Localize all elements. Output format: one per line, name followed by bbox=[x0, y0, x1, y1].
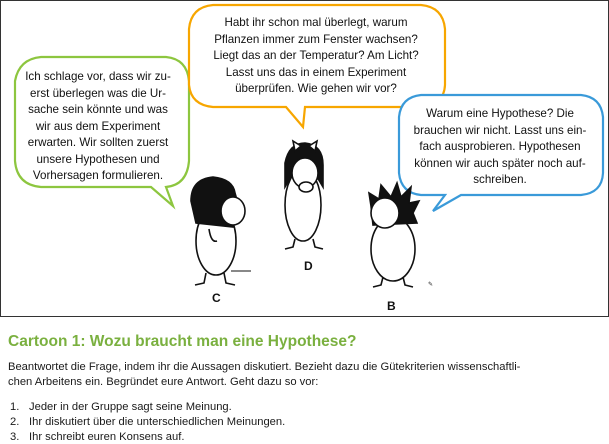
speech-bubble-b-text bbox=[406, 106, 594, 189]
step-text: Jeder in der Gruppe sagt seine Meinung. bbox=[29, 401, 232, 413]
speech-bubble-d-text bbox=[200, 15, 432, 98]
list-item bbox=[8, 415, 285, 430]
step-text: Ihr diskutiert über die unterschiedlichen Meinungen. bbox=[29, 416, 286, 428]
steps-list bbox=[8, 400, 285, 444]
character-c-figure bbox=[191, 177, 251, 285]
character-label-b: B bbox=[387, 299, 396, 313]
bubble-d-line: Pflanzen immer zum Fenster wachsen? bbox=[214, 32, 418, 46]
bubble-d-line: überprüfen. Wie gehen wir vor? bbox=[235, 82, 397, 95]
bubble-c-line: unsere Hypothesen und bbox=[36, 152, 160, 166]
list-item bbox=[8, 430, 285, 444]
character-d-figure bbox=[285, 141, 323, 249]
bubble-d-line: Habt ihr schon mal überlegt, warum bbox=[224, 16, 408, 29]
bubble-b-line: Warum eine Hypothese? Die bbox=[426, 107, 574, 120]
bubble-c-line: Vorhersagen formulieren. bbox=[32, 169, 164, 182]
step-number: 1. bbox=[10, 401, 20, 413]
step-text: Ihr schreibt euren Konsens auf. bbox=[29, 431, 185, 443]
instructions-line: Beantwortet die Frage, indem ihr die Aussagen diskutiert. Bezieht dazu die Gütekriterien wissenschaftli- bbox=[8, 361, 521, 373]
bubble-c-line: Ich schlage vor, dass wir zu- bbox=[25, 70, 171, 83]
character-label-d: D bbox=[304, 259, 313, 273]
bubble-b-line: brauchen wir nicht. Lasst uns ein- bbox=[413, 123, 587, 137]
list-item bbox=[8, 400, 285, 415]
character-label-c: C bbox=[212, 291, 221, 305]
instructions-line: chen Arbeitens ein. Begründet eure Antwort. Geht dazu so vor: bbox=[8, 376, 319, 388]
character-b-figure bbox=[369, 183, 419, 287]
bubble-c-line: sache sein könnte und was bbox=[28, 103, 168, 116]
page-title: Cartoon 1: Wozu braucht man eine Hypothese? bbox=[8, 333, 357, 350]
bubble-b-line: schreiben. bbox=[473, 173, 527, 186]
artist-signature: ✎ bbox=[428, 281, 434, 288]
bubble-b-line: fach ausprobieren. Hypothesen bbox=[419, 140, 581, 153]
bubble-d-line: Liegt das an der Temperatur? Am Licht? bbox=[213, 49, 419, 62]
bubble-d-line: Lasst uns das in einem Experiment bbox=[225, 65, 407, 79]
instructions-paragraph bbox=[8, 360, 604, 390]
bubble-c-line: erwarten. Wir sollten zuerst bbox=[27, 136, 169, 149]
bubble-c-line: wir aus dem Experiment bbox=[35, 119, 161, 133]
bubble-c-line: erst überlegen was die Ur- bbox=[30, 86, 166, 100]
step-number: 2. bbox=[10, 416, 20, 428]
speech-bubble-c-text bbox=[25, 69, 171, 185]
step-number: 3. bbox=[10, 431, 20, 443]
bubble-b-line: können wir auch später noch auf- bbox=[414, 156, 586, 170]
